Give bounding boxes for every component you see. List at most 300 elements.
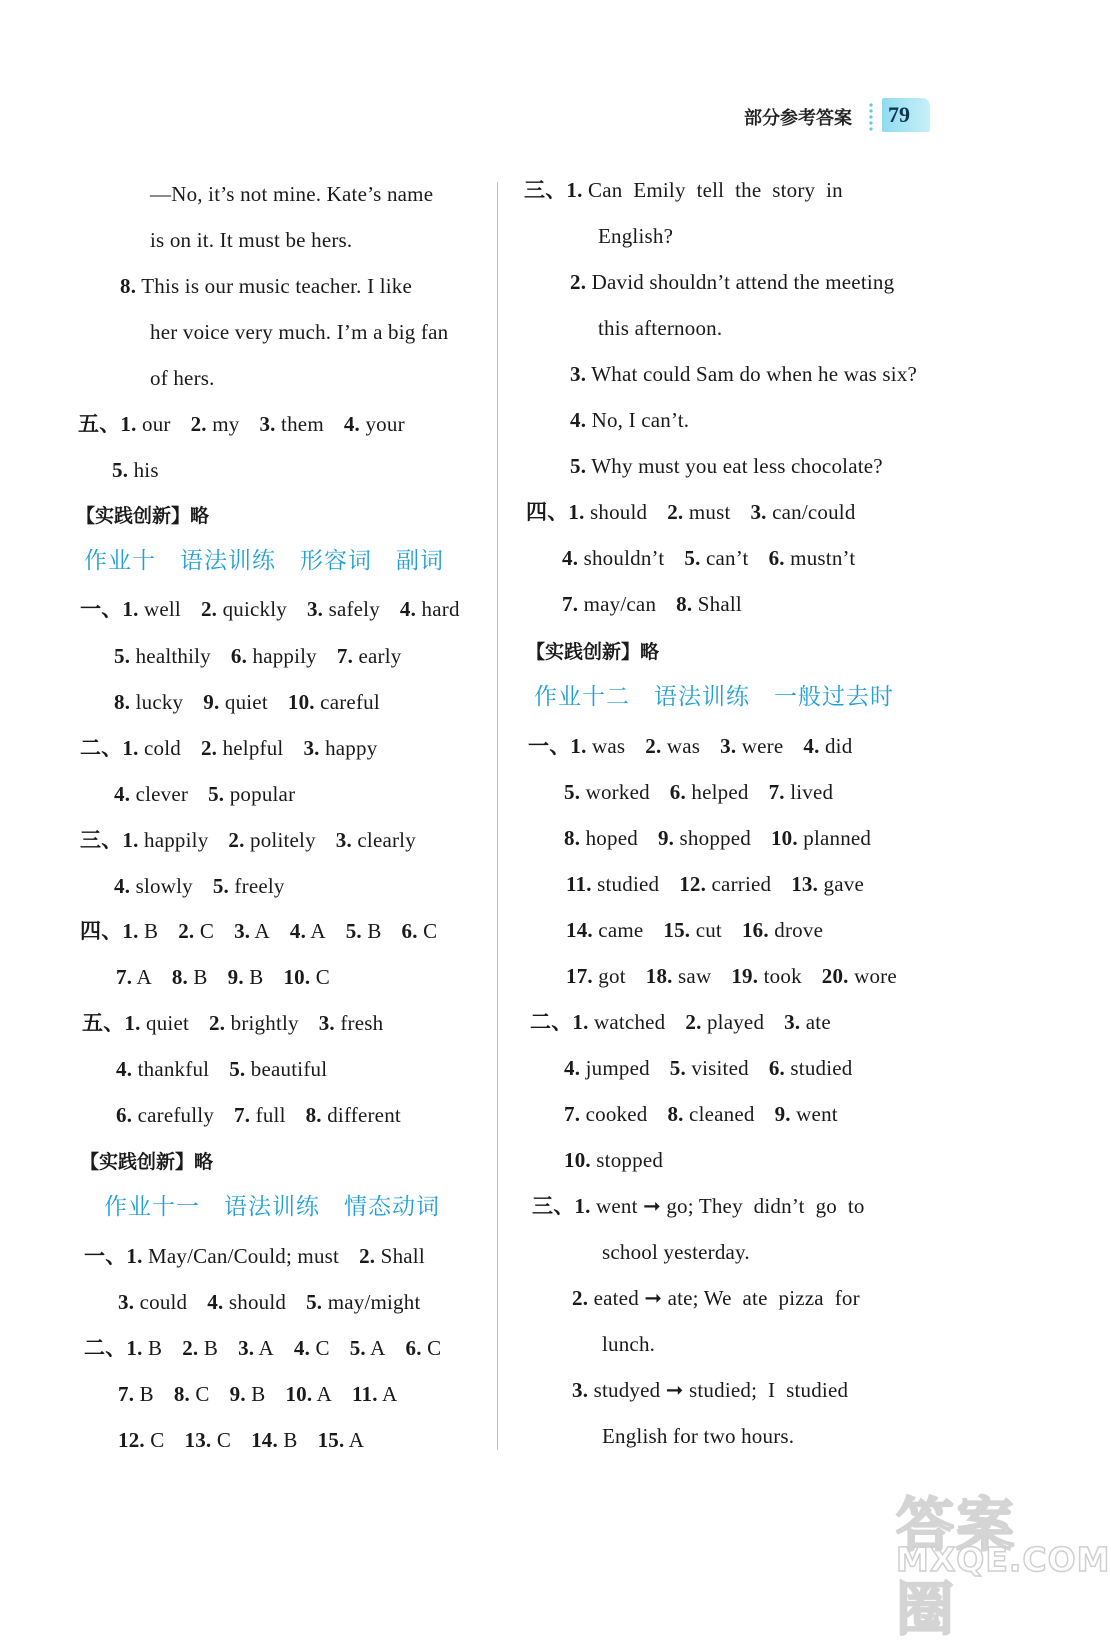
item-answer: —No, it’s not mine. Kate’s name bbox=[150, 182, 434, 206]
item-answer: went bbox=[790, 1102, 838, 1126]
item-number: 8. bbox=[120, 274, 137, 298]
homework-title bbox=[84, 546, 468, 576]
answer-line bbox=[114, 872, 285, 900]
item-number: 10. bbox=[285, 1382, 313, 1406]
item-answer: English for two hours. bbox=[602, 1424, 795, 1448]
answer-line bbox=[84, 1242, 425, 1270]
item-number: 15. bbox=[663, 918, 691, 942]
item-answer: drove bbox=[768, 918, 824, 942]
item-answer: May/Can/Could; must bbox=[142, 1244, 340, 1268]
item-number: 三、1. bbox=[524, 178, 583, 202]
item-number: 3. bbox=[572, 1378, 589, 1402]
answer-item bbox=[598, 314, 722, 342]
answer-item bbox=[150, 318, 448, 346]
answer-item bbox=[402, 917, 438, 945]
item-number: 7. bbox=[564, 1102, 581, 1126]
item-number: 12. bbox=[679, 872, 707, 896]
answer-item bbox=[337, 642, 402, 670]
item-answer: No, I can’t. bbox=[586, 408, 690, 432]
item-answer: Can Emily tell the story in bbox=[582, 178, 843, 202]
answer-item bbox=[572, 1376, 848, 1404]
item-answer: happy bbox=[319, 736, 378, 760]
answer-item bbox=[178, 917, 214, 945]
item-answer: C bbox=[211, 1428, 232, 1452]
title-part: 作业十 bbox=[84, 548, 156, 574]
answer-item bbox=[670, 778, 749, 806]
title-part: 语法训练 bbox=[224, 1194, 320, 1220]
item-number: 8. bbox=[114, 690, 131, 714]
answer-line bbox=[598, 314, 722, 342]
answer-item bbox=[676, 590, 742, 618]
item-answer: C bbox=[417, 919, 438, 943]
item-number: 5. bbox=[112, 458, 129, 482]
homework-title bbox=[534, 682, 918, 712]
item-answer: planned bbox=[797, 826, 872, 850]
item-number: 20. bbox=[821, 964, 849, 988]
answer-item bbox=[566, 916, 643, 944]
item-number: 3. bbox=[303, 736, 320, 760]
item-number: 5. bbox=[669, 1056, 686, 1080]
page-header bbox=[744, 98, 924, 136]
item-number: 4. bbox=[803, 734, 820, 758]
item-number: 3. bbox=[750, 500, 767, 524]
answer-line bbox=[572, 1284, 860, 1312]
answer-item bbox=[172, 963, 208, 991]
item-answer: This is our music teacher. I like bbox=[136, 274, 413, 298]
answer-item bbox=[318, 1426, 365, 1454]
item-number: 14. bbox=[566, 918, 593, 942]
answer-line bbox=[564, 778, 833, 806]
watermark-url: MXQE.COM bbox=[896, 1540, 1111, 1579]
item-answer: hard bbox=[416, 597, 460, 621]
answer-line bbox=[80, 826, 416, 854]
answer-item bbox=[564, 1146, 663, 1174]
watermark-logo bbox=[896, 1478, 1111, 1643]
practice-innovation-note: 【实践创新】略 bbox=[80, 1151, 214, 1173]
answer-item bbox=[602, 1238, 750, 1266]
item-answer: clever bbox=[130, 782, 189, 806]
item-answer: our bbox=[136, 412, 171, 436]
answer-item bbox=[303, 734, 377, 762]
item-answer: wore bbox=[848, 964, 897, 988]
answer-line bbox=[532, 1192, 865, 1220]
item-answer: mustn’t bbox=[784, 546, 856, 570]
item-number: 四、1. bbox=[526, 500, 585, 524]
item-number: 8. bbox=[173, 1382, 190, 1406]
item-number: 3. bbox=[234, 919, 251, 943]
item-number: 3. bbox=[259, 412, 276, 436]
item-answer: beautiful bbox=[245, 1057, 328, 1081]
item-answer: happily bbox=[247, 644, 317, 668]
item-answer: lived bbox=[784, 780, 834, 804]
item-answer: your bbox=[360, 412, 405, 436]
item-number: 4. bbox=[564, 1056, 581, 1080]
item-answer: C bbox=[144, 1428, 165, 1452]
answer-item bbox=[120, 272, 412, 300]
answer-item bbox=[646, 962, 712, 990]
answer-item bbox=[288, 688, 380, 716]
item-number: 17. bbox=[566, 964, 593, 988]
item-answer: A bbox=[254, 1336, 274, 1360]
title-part: 语法训练 bbox=[654, 684, 750, 710]
item-number: 4. bbox=[399, 597, 417, 621]
answer-line bbox=[118, 1380, 397, 1408]
item-answer: happily bbox=[138, 828, 209, 852]
item-answer: A bbox=[306, 919, 326, 943]
item-number: 4. bbox=[116, 1057, 133, 1081]
answer-line bbox=[116, 963, 330, 991]
answer-item bbox=[259, 410, 323, 438]
practice-innovation-note: 【实践创新】略 bbox=[76, 505, 210, 527]
answer-line bbox=[112, 456, 159, 484]
answer-line bbox=[564, 1146, 663, 1174]
item-answer: B bbox=[361, 919, 382, 943]
item-number: 4. bbox=[293, 1336, 311, 1360]
answer-item bbox=[307, 595, 380, 623]
item-number: 3. bbox=[570, 362, 587, 386]
item-answer: carefully bbox=[132, 1103, 215, 1127]
item-answer: Why must you eat less chocolate? bbox=[586, 454, 883, 478]
answer-item bbox=[283, 963, 330, 991]
answer-item bbox=[114, 688, 183, 716]
item-answer: fresh bbox=[334, 1011, 384, 1035]
item-answer: quickly bbox=[217, 597, 287, 621]
item-answer: helped bbox=[685, 780, 749, 804]
item-number: 6. bbox=[768, 546, 785, 570]
item-answer: was bbox=[661, 734, 701, 758]
answer-line bbox=[150, 180, 433, 208]
item-answer: Shall bbox=[375, 1244, 425, 1268]
answer-item bbox=[116, 1101, 214, 1129]
item-answer: his bbox=[128, 458, 159, 482]
answer-item bbox=[775, 1100, 838, 1128]
item-answer: went ➞ go; They didn’t go to bbox=[590, 1194, 865, 1218]
answer-item bbox=[150, 226, 352, 254]
item-number: 一、1. bbox=[84, 1244, 143, 1268]
item-number: 5. bbox=[208, 782, 225, 806]
answer-item bbox=[526, 498, 647, 526]
answer-item bbox=[80, 826, 208, 854]
item-number: 8. bbox=[305, 1103, 322, 1127]
answer-line bbox=[566, 962, 897, 990]
item-answer: David shouldn’t attend the meeting bbox=[586, 270, 895, 294]
item-number: 2. bbox=[190, 412, 207, 436]
item-answer: popular bbox=[224, 782, 296, 806]
item-answer: early bbox=[353, 644, 402, 668]
item-answer: healthily bbox=[130, 644, 211, 668]
answer-line bbox=[566, 916, 823, 944]
answer-line bbox=[114, 642, 401, 670]
item-number: 二、1. bbox=[530, 1010, 589, 1034]
item-answer: Shall bbox=[692, 592, 742, 616]
item-answer: worked bbox=[580, 780, 650, 804]
answer-item bbox=[562, 590, 656, 618]
item-number: 二、1. bbox=[84, 1336, 143, 1360]
item-number: 2. bbox=[209, 1011, 226, 1035]
item-answer: A bbox=[312, 1382, 333, 1406]
item-number: 6. bbox=[230, 644, 248, 668]
item-answer: cleaned bbox=[683, 1102, 755, 1126]
answer-item bbox=[359, 1242, 425, 1270]
answer-item bbox=[564, 1100, 647, 1128]
answer-line bbox=[562, 590, 742, 618]
item-number: 2. bbox=[178, 919, 195, 943]
item-answer: cold bbox=[138, 736, 181, 760]
item-number: 6. bbox=[401, 919, 418, 943]
item-answer: C bbox=[310, 1336, 330, 1360]
answer-item bbox=[350, 1334, 386, 1362]
item-number: 7. bbox=[118, 1382, 135, 1406]
answer-item bbox=[784, 1008, 831, 1036]
answer-item bbox=[720, 732, 783, 760]
item-number: 三、1. bbox=[532, 1194, 591, 1218]
item-number: 2. bbox=[685, 1010, 702, 1034]
answer-line bbox=[598, 222, 673, 250]
item-number: 7. bbox=[336, 644, 354, 668]
answer-item bbox=[84, 1242, 339, 1270]
answer-item bbox=[564, 778, 650, 806]
answer-item bbox=[528, 732, 625, 760]
answer-item bbox=[150, 180, 433, 208]
answer-item bbox=[294, 1334, 330, 1362]
item-answer: thankful bbox=[132, 1057, 210, 1081]
item-number: 5. bbox=[345, 919, 362, 943]
item-answer: studied bbox=[784, 1056, 853, 1080]
answer-item bbox=[566, 870, 659, 898]
item-number: 2. bbox=[228, 828, 245, 852]
answer-item bbox=[229, 1055, 327, 1083]
item-answer: should bbox=[584, 500, 648, 524]
item-number: 10. bbox=[287, 690, 315, 714]
item-answer: C bbox=[194, 919, 215, 943]
title-part: 作业十一 bbox=[104, 1194, 200, 1220]
item-number: 5. bbox=[349, 1336, 366, 1360]
item-answer: What could Sam do when he was six? bbox=[586, 362, 918, 386]
item-answer: B bbox=[142, 1336, 163, 1360]
item-answer: B bbox=[245, 1382, 266, 1406]
answer-line bbox=[526, 498, 856, 526]
item-number: 5. bbox=[306, 1290, 323, 1314]
item-answer: B bbox=[277, 1428, 298, 1452]
answer-line bbox=[118, 1426, 364, 1454]
item-answer: shouldn’t bbox=[578, 546, 665, 570]
item-number: 6. bbox=[116, 1103, 133, 1127]
item-number: 18. bbox=[645, 964, 673, 988]
answer-item bbox=[667, 1100, 754, 1128]
item-number: 五、1. bbox=[82, 1011, 141, 1035]
item-answer: lunch. bbox=[602, 1332, 656, 1356]
answer-item bbox=[118, 1288, 187, 1316]
answer-item bbox=[207, 1288, 286, 1316]
answer-item bbox=[290, 917, 326, 945]
answer-line bbox=[114, 780, 295, 808]
item-answer: did bbox=[819, 734, 853, 758]
item-answer: slowly bbox=[130, 874, 193, 898]
answer-item bbox=[306, 1288, 420, 1316]
answer-item bbox=[400, 595, 460, 623]
item-number: 6. bbox=[669, 780, 686, 804]
answer-line bbox=[564, 1054, 852, 1082]
item-answer: C bbox=[189, 1382, 210, 1406]
item-answer: English? bbox=[598, 224, 674, 248]
item-answer: can’t bbox=[700, 546, 749, 570]
answer-item bbox=[319, 1009, 384, 1037]
item-answer: her voice very much. I’m a big fan bbox=[150, 320, 449, 344]
answer-item bbox=[285, 1380, 332, 1408]
item-number: 2. bbox=[667, 500, 684, 524]
answer-item bbox=[201, 734, 284, 762]
item-number: 16. bbox=[741, 918, 769, 942]
item-number: 13. bbox=[791, 872, 819, 896]
item-number: 二、1. bbox=[80, 736, 139, 760]
item-number: 7. bbox=[562, 592, 579, 616]
item-number: 2. bbox=[570, 270, 587, 294]
answer-item bbox=[524, 176, 843, 204]
answer-item bbox=[352, 1380, 397, 1408]
item-number: 4. bbox=[562, 546, 579, 570]
answer-line bbox=[530, 1008, 831, 1036]
answer-item bbox=[822, 962, 897, 990]
answer-line bbox=[564, 824, 871, 852]
answer-item bbox=[84, 1334, 162, 1362]
item-answer: watched bbox=[588, 1010, 666, 1034]
answer-item bbox=[562, 544, 664, 572]
item-number: 5. bbox=[114, 644, 131, 668]
answer-item bbox=[570, 406, 689, 434]
item-number: 9. bbox=[657, 826, 675, 850]
item-answer: helpful bbox=[217, 736, 284, 760]
item-number: 8. bbox=[171, 965, 188, 989]
answer-item bbox=[118, 1426, 165, 1454]
item-answer: were bbox=[736, 734, 784, 758]
item-number: 10. bbox=[283, 965, 311, 989]
answer-item bbox=[602, 1330, 655, 1358]
answer-item bbox=[658, 824, 751, 852]
item-answer: was bbox=[586, 734, 626, 758]
item-answer: B bbox=[198, 1336, 219, 1360]
item-number: 五、1. bbox=[78, 412, 137, 436]
item-number: 3. bbox=[306, 597, 324, 621]
answer-item bbox=[213, 872, 285, 900]
item-answer: should bbox=[223, 1290, 287, 1314]
item-answer: full bbox=[250, 1103, 286, 1127]
item-number: 7. bbox=[768, 780, 785, 804]
answer-item bbox=[234, 917, 270, 945]
column-divider bbox=[497, 182, 498, 1450]
item-answer: could bbox=[134, 1290, 188, 1314]
answer-line bbox=[84, 1334, 441, 1362]
item-answer: politely bbox=[244, 828, 316, 852]
answer-item bbox=[344, 410, 405, 438]
item-number: 一、1. bbox=[528, 734, 587, 758]
item-answer: cut bbox=[690, 918, 722, 942]
item-answer: brightly bbox=[225, 1011, 299, 1035]
answer-item bbox=[742, 916, 823, 944]
answer-line bbox=[114, 688, 380, 716]
item-number: 4. bbox=[570, 408, 587, 432]
item-answer: played bbox=[701, 1010, 765, 1034]
answer-item bbox=[791, 870, 864, 898]
item-answer: is on it. It must be hers. bbox=[150, 228, 353, 252]
item-answer: A bbox=[365, 1336, 386, 1360]
item-answer: freely bbox=[228, 874, 285, 898]
item-answer: must bbox=[683, 500, 731, 524]
answer-line bbox=[82, 1009, 383, 1037]
item-number: 6. bbox=[768, 1056, 785, 1080]
answer-item bbox=[78, 410, 171, 438]
answer-line bbox=[570, 406, 689, 434]
answer-line bbox=[150, 364, 215, 392]
item-answer: carried bbox=[706, 872, 772, 896]
answer-line bbox=[602, 1422, 794, 1450]
watermark-logo-text: 答案圈 bbox=[896, 1491, 1017, 1643]
item-answer: school yesterday. bbox=[602, 1240, 750, 1264]
item-number: 3. bbox=[238, 1336, 255, 1360]
item-number: 9. bbox=[203, 690, 220, 714]
item-number: 12. bbox=[118, 1428, 145, 1452]
item-number: 5. bbox=[684, 546, 701, 570]
title-part: 情态动词 bbox=[344, 1194, 440, 1220]
practice-innovation-note: 【实践创新】略 bbox=[526, 641, 660, 663]
answer-line bbox=[80, 917, 437, 945]
answer-item bbox=[80, 595, 181, 623]
answer-item bbox=[251, 1426, 298, 1454]
item-answer: them bbox=[275, 412, 324, 436]
item-number: 四、1. bbox=[80, 919, 139, 943]
item-number: 7. bbox=[116, 965, 133, 989]
item-answer: A bbox=[250, 919, 270, 943]
item-answer: B bbox=[138, 919, 159, 943]
item-answer: this afternoon. bbox=[598, 316, 723, 340]
answer-item bbox=[231, 642, 317, 670]
answer-item bbox=[185, 1426, 232, 1454]
answer-item bbox=[228, 826, 315, 854]
answer-item bbox=[564, 1054, 650, 1082]
item-answer: may/might bbox=[322, 1290, 421, 1314]
item-number: 5. bbox=[570, 454, 587, 478]
item-number: 10. bbox=[770, 826, 798, 850]
item-answer: clearly bbox=[351, 828, 416, 852]
item-answer: got bbox=[592, 964, 626, 988]
answer-item bbox=[201, 595, 287, 623]
item-answer: eated ➞ ate; We ate pizza for bbox=[588, 1286, 860, 1310]
answer-item bbox=[234, 1101, 286, 1129]
answer-item bbox=[769, 1054, 853, 1082]
answer-item bbox=[230, 1380, 266, 1408]
answer-item bbox=[82, 1009, 189, 1037]
item-answer: studied bbox=[591, 872, 660, 896]
answer-item bbox=[238, 1334, 274, 1362]
answer-line bbox=[116, 1055, 327, 1083]
item-number: 11. bbox=[566, 872, 592, 896]
item-answer: shopped bbox=[674, 826, 751, 850]
answer-item bbox=[209, 1009, 299, 1037]
item-answer: safely bbox=[323, 597, 380, 621]
answer-line bbox=[570, 452, 883, 480]
item-number: 3. bbox=[720, 734, 737, 758]
item-number: 7. bbox=[234, 1103, 251, 1127]
item-number: 4. bbox=[289, 919, 307, 943]
item-number: 9. bbox=[229, 1382, 246, 1406]
answer-item bbox=[530, 1008, 665, 1036]
answer-line bbox=[602, 1238, 750, 1266]
answer-line bbox=[150, 226, 352, 254]
answer-item bbox=[112, 456, 159, 484]
answer-line bbox=[566, 870, 864, 898]
answer-item bbox=[191, 410, 240, 438]
answer-item bbox=[116, 1055, 209, 1083]
answer-line bbox=[528, 732, 852, 760]
